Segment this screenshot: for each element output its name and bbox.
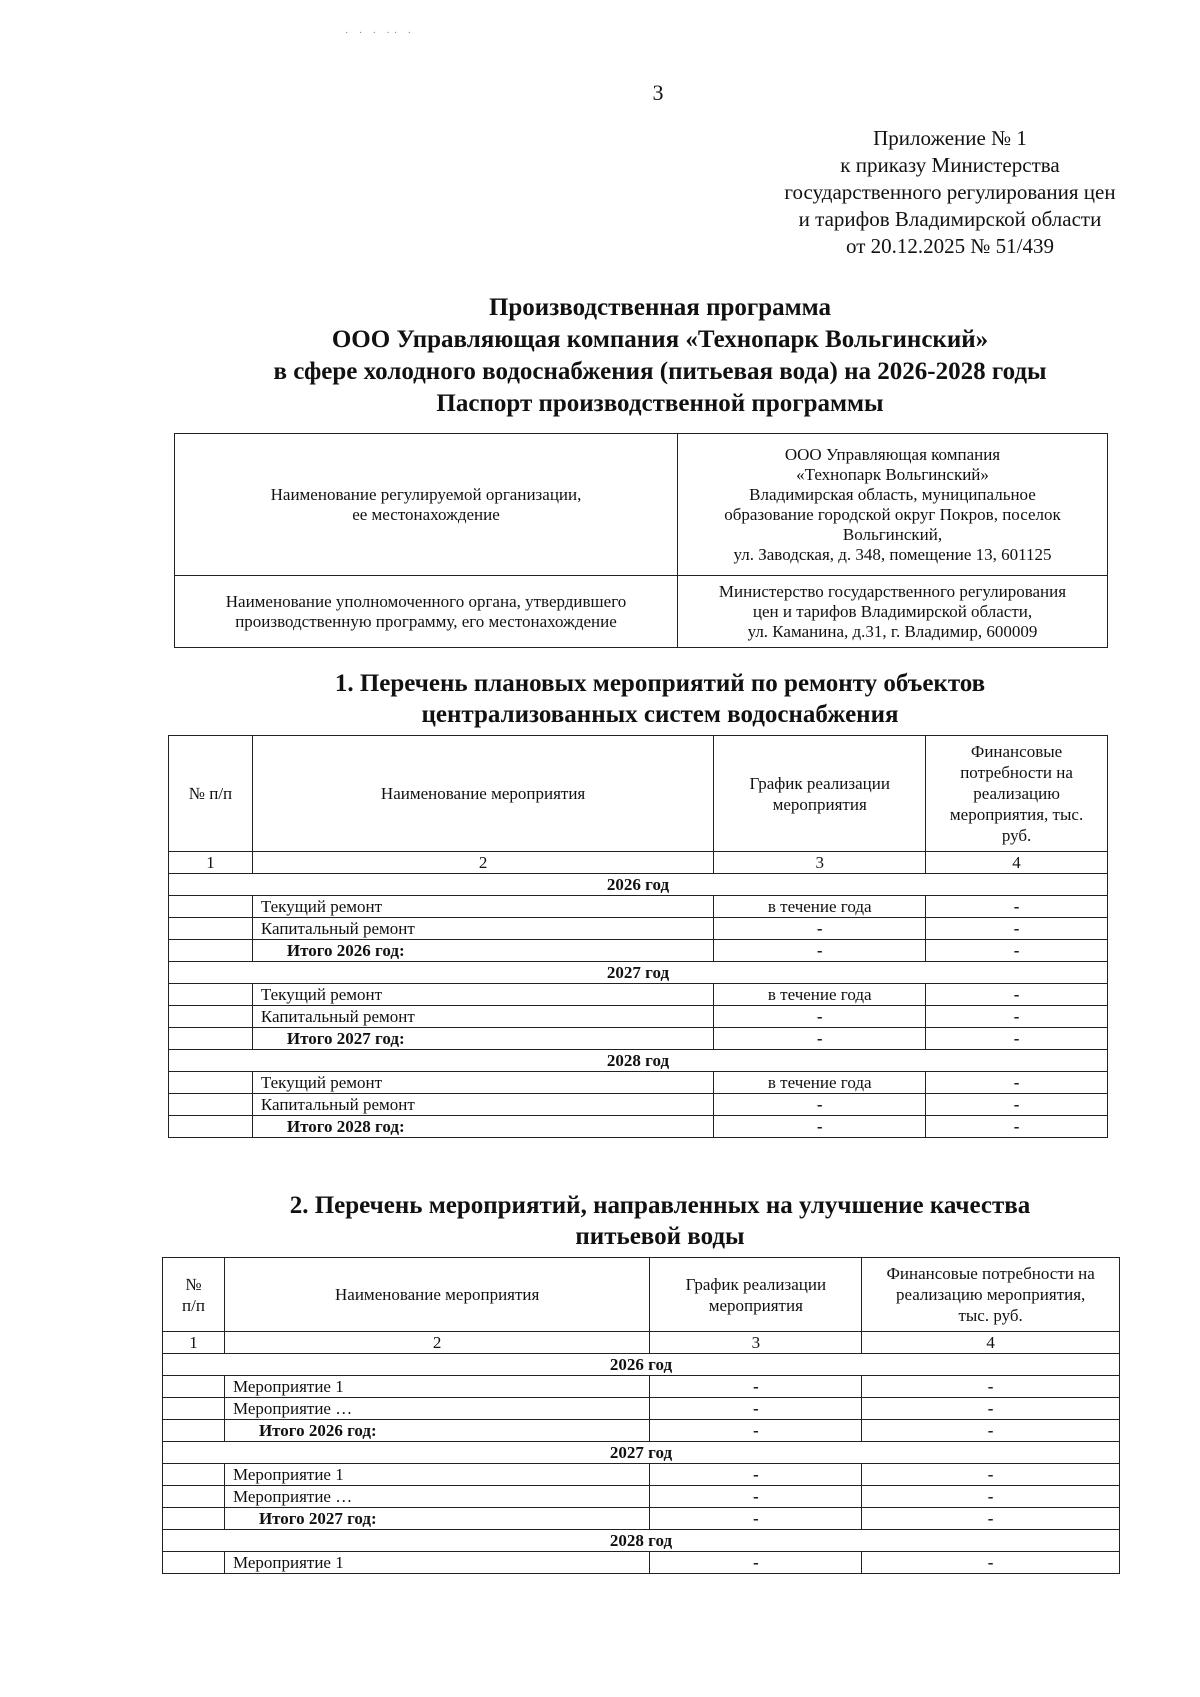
event-name: Капитальный ремонт xyxy=(252,918,713,940)
row-number xyxy=(169,940,253,962)
year-label: 2028 год xyxy=(169,1050,1108,1072)
total-schedule: - xyxy=(714,1028,926,1050)
event-name: Текущий ремонт xyxy=(252,984,713,1006)
row-number xyxy=(163,1420,225,1442)
event-name: Капитальный ремонт xyxy=(252,1006,713,1028)
passport-value-line: Владимирская область, муниципальное xyxy=(749,484,1036,504)
event-schedule: - xyxy=(714,1006,926,1028)
table-row xyxy=(169,1072,1108,1094)
appendix-line: от 20.12.2025 № 51/439 xyxy=(845,234,1055,258)
water-quality-table xyxy=(162,1257,1120,1574)
scan-specks: · · · ·· · xyxy=(345,28,415,39)
event-schedule: в течение года xyxy=(714,896,926,918)
row-number xyxy=(163,1376,225,1398)
title-line: в сфере холодного водоснабжения (питьевая вода) на 2026-2028 годы xyxy=(273,358,1047,385)
table-row xyxy=(169,1094,1108,1116)
event-name: Мероприятие … xyxy=(224,1486,649,1508)
header-line: № xyxy=(185,1274,202,1294)
row-number xyxy=(169,1006,253,1028)
passport-label-line: ее местонахождение xyxy=(352,504,500,524)
total-finance: - xyxy=(926,940,1108,962)
section-heading-line: 1. Перечень плановых мероприятий по ремонту объектов xyxy=(334,670,986,697)
column-number: 3 xyxy=(650,1332,862,1354)
column-number-row xyxy=(163,1332,1120,1354)
header-finance xyxy=(926,736,1108,852)
column-number: 4 xyxy=(862,1332,1120,1354)
year-row xyxy=(163,1530,1120,1552)
passport-value-line: ООО Управляющая компания xyxy=(784,444,1001,464)
table-row xyxy=(163,1376,1120,1398)
header-line: реализацию мероприятия, xyxy=(895,1285,1086,1304)
header-line: Финансовые xyxy=(970,742,1063,761)
year-label: 2028 год xyxy=(163,1530,1120,1552)
event-schedule: - xyxy=(650,1464,862,1486)
total-schedule: - xyxy=(650,1420,862,1442)
event-finance: - xyxy=(862,1552,1120,1574)
event-schedule: - xyxy=(714,918,926,940)
passport-value-cell xyxy=(678,434,1108,576)
passport-table xyxy=(174,433,1108,648)
header-line: График реализации xyxy=(685,1274,827,1294)
title-line: ООО Управляющая компания «Технопарк Вольгинский» xyxy=(331,326,989,353)
column-number: 1 xyxy=(163,1332,225,1354)
row-number xyxy=(169,1072,253,1094)
row-number xyxy=(163,1508,225,1530)
event-schedule: в течение года xyxy=(714,1072,926,1094)
total-label: Итого 2027 год: xyxy=(224,1508,649,1530)
event-schedule: - xyxy=(650,1376,862,1398)
appendix-block xyxy=(740,125,1160,260)
table-row xyxy=(169,918,1108,940)
header-name: Наименование мероприятия xyxy=(224,1258,649,1332)
event-finance: - xyxy=(926,896,1108,918)
document-title xyxy=(100,292,1200,420)
column-number: 4 xyxy=(926,852,1108,874)
event-schedule: - xyxy=(650,1398,862,1420)
row-number xyxy=(163,1464,225,1486)
header-line: Финансовые потребности на xyxy=(886,1264,1095,1283)
event-schedule: в течение года xyxy=(714,984,926,1006)
header-line: реализацию xyxy=(973,784,1060,803)
total-schedule: - xyxy=(714,940,926,962)
passport-label-line: Наименование регулируемой организации, xyxy=(270,484,582,504)
appendix-line: государственного регулирования цен xyxy=(784,180,1116,204)
passport-row-authority xyxy=(175,576,1108,648)
total-schedule: - xyxy=(714,1116,926,1138)
repair-plan-table xyxy=(168,735,1108,1138)
header-num xyxy=(163,1258,225,1332)
section-heading-line: централизованных систем водоснабжения xyxy=(421,701,899,728)
row-number xyxy=(169,984,253,1006)
event-finance: - xyxy=(926,1094,1108,1116)
event-name: Текущий ремонт xyxy=(252,896,713,918)
table-row xyxy=(163,1398,1120,1420)
column-number-row xyxy=(169,852,1108,874)
passport-label-cell xyxy=(175,576,678,648)
event-finance: - xyxy=(926,1072,1108,1094)
event-name: Мероприятие 1 xyxy=(224,1464,649,1486)
header-line: п/п xyxy=(182,1295,205,1315)
row-number xyxy=(169,1094,253,1116)
total-schedule: - xyxy=(650,1508,862,1530)
table-row xyxy=(169,984,1108,1006)
header-finance xyxy=(862,1258,1120,1332)
passport-value-line: Вольгинский, xyxy=(842,524,943,544)
passport-value-line: «Технопарк Вольгинский» xyxy=(796,464,989,484)
table-header-row xyxy=(169,736,1108,852)
row-number xyxy=(169,896,253,918)
year-row xyxy=(169,1050,1108,1072)
table-header-row xyxy=(163,1258,1120,1332)
passport-value-cell xyxy=(678,576,1108,648)
table-row xyxy=(163,1464,1120,1486)
header-num: № п/п xyxy=(169,736,253,852)
passport-value-line: ул. Заводская, д. 348, помещение 13, 601125 xyxy=(733,544,1052,564)
row-number xyxy=(163,1486,225,1508)
total-label: Итого 2027 год: xyxy=(252,1028,713,1050)
year-label: 2026 год xyxy=(163,1354,1120,1376)
event-name: Капитальный ремонт xyxy=(252,1094,713,1116)
header-line: мероприятия xyxy=(772,794,867,814)
row-number xyxy=(163,1552,225,1574)
year-label: 2026 год xyxy=(169,874,1108,896)
event-finance: - xyxy=(926,918,1108,940)
total-row xyxy=(163,1508,1120,1530)
event-finance: - xyxy=(862,1486,1120,1508)
passport-label-line: Наименование уполномоченного органа, утвердившего xyxy=(225,591,627,611)
event-finance: - xyxy=(926,1006,1108,1028)
header-line: руб. xyxy=(1001,826,1032,845)
passport-value-line: Министерство государственного регулирования xyxy=(718,581,1067,601)
column-number: 3 xyxy=(714,852,926,874)
page-number: 3 xyxy=(652,80,664,105)
total-label: Итого 2026 год: xyxy=(224,1420,649,1442)
row-number xyxy=(169,1028,253,1050)
column-number: 2 xyxy=(224,1332,649,1354)
total-row xyxy=(169,1028,1108,1050)
year-row xyxy=(163,1442,1120,1464)
passport-label-line: производственную программу, его местонахождение xyxy=(235,611,617,631)
header-schedule xyxy=(650,1258,862,1332)
section1-heading xyxy=(100,668,1200,730)
table-row xyxy=(163,1552,1120,1574)
total-row xyxy=(169,940,1108,962)
total-finance: - xyxy=(926,1028,1108,1050)
header-line: потребности на xyxy=(960,763,1073,782)
header-line: мероприятия, тыс. xyxy=(949,805,1084,824)
event-schedule: - xyxy=(714,1094,926,1116)
event-finance: - xyxy=(926,984,1108,1006)
total-label: Итого 2026 год: xyxy=(252,940,713,962)
column-number: 2 xyxy=(252,852,713,874)
appendix-line: к приказу Министерства xyxy=(840,153,1060,177)
event-name: Мероприятие 1 xyxy=(224,1552,649,1574)
passport-value-line: цен и тарифов Владимирской области, xyxy=(752,601,1033,621)
passport-row-organization xyxy=(175,434,1108,576)
year-row xyxy=(169,874,1108,896)
header-schedule xyxy=(714,736,926,852)
total-finance: - xyxy=(926,1116,1108,1138)
row-number xyxy=(169,1116,253,1138)
table-row xyxy=(163,1486,1120,1508)
passport-value-line: образование городской округ Покров, поселок xyxy=(724,504,1061,524)
passport-label-cell xyxy=(175,434,678,576)
row-number xyxy=(169,918,253,940)
event-schedule: - xyxy=(650,1486,862,1508)
passport-value-line: ул. Каманина, д.31, г. Владимир, 600009 xyxy=(747,621,1038,641)
year-label: 2027 год xyxy=(163,1442,1120,1464)
table-row xyxy=(169,896,1108,918)
event-finance: - xyxy=(862,1376,1120,1398)
total-finance: - xyxy=(862,1420,1120,1442)
row-number xyxy=(163,1398,225,1420)
event-name: Мероприятие 1 xyxy=(224,1376,649,1398)
table-row xyxy=(169,1006,1108,1028)
title-line: Паспорт производственной программы xyxy=(436,390,884,417)
event-name: Текущий ремонт xyxy=(252,1072,713,1094)
total-label: Итого 2028 год: xyxy=(252,1116,713,1138)
header-line: тыс. руб. xyxy=(958,1306,1023,1325)
total-finance: - xyxy=(862,1508,1120,1530)
event-name: Мероприятие … xyxy=(224,1398,649,1420)
header-line: График реализации xyxy=(749,773,890,793)
event-schedule: - xyxy=(650,1552,862,1574)
year-label: 2027 год xyxy=(169,962,1108,984)
column-number: 1 xyxy=(169,852,253,874)
event-finance: - xyxy=(862,1398,1120,1420)
section-heading-line: питьевой воды xyxy=(575,1223,745,1250)
appendix-line: и тарифов Владимирской области xyxy=(798,207,1102,231)
year-row xyxy=(163,1354,1120,1376)
appendix-line: Приложение № 1 xyxy=(873,126,1027,150)
event-finance: - xyxy=(862,1464,1120,1486)
header-name: Наименование мероприятия xyxy=(252,736,713,852)
year-row xyxy=(169,962,1108,984)
total-row xyxy=(169,1116,1108,1138)
section-heading-line: 2. Перечень мероприятий, направленных на улучшение качества xyxy=(289,1192,1031,1219)
title-line: Производственная программа xyxy=(488,294,832,321)
header-line: мероприятия xyxy=(708,1295,803,1315)
total-row xyxy=(163,1420,1120,1442)
section2-heading xyxy=(100,1190,1200,1252)
